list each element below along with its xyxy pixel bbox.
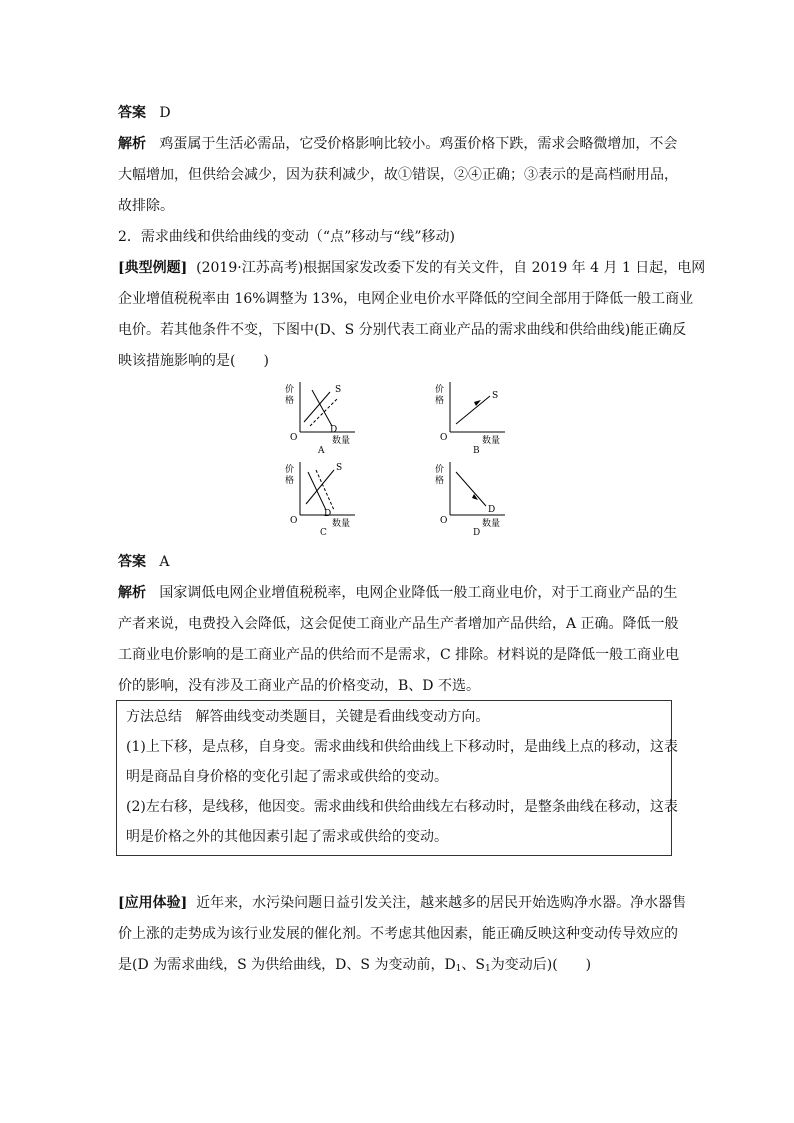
subscript-2: 1 <box>485 964 491 974</box>
price-label-1: 价 <box>435 465 445 475</box>
caption-a: A <box>318 446 325 456</box>
d-label: D <box>488 505 496 515</box>
origin-label: O <box>290 516 298 526</box>
origin-label: O <box>440 516 448 526</box>
application-text-c: 为变动后)( ) <box>490 957 592 973</box>
price-label-1: 价 <box>285 465 295 475</box>
arrow-down-icon <box>472 494 478 500</box>
analysis-1-line-2: 大幅增加，但供给会减少，因为获利减少，故①错误，②④正确；③表示的是高档耐用品， <box>118 167 678 183</box>
analysis-label: 解析 <box>118 136 146 152</box>
analysis-label: 解析 <box>118 585 146 601</box>
analysis-1-line-1 <box>118 134 677 154</box>
price-label-1: 价 <box>435 385 445 395</box>
price-label-2: 格 <box>285 396 295 406</box>
subscript-1: 1 <box>455 964 462 974</box>
qty-label: 数量 <box>482 436 501 446</box>
example-line-2: 企业增值税税率由 16%调整为 13%，电网企业电价水平降低的空间全部用于降低一般工商业 <box>118 291 694 307</box>
answer-value: A <box>159 554 170 570</box>
graph-b-svg <box>430 380 510 446</box>
application-text-b: 、S <box>461 957 485 973</box>
method-box-line-2: (1)上下移，是点移，自身变。需求曲线和供给曲线上下移动时，是曲线上点的移动，这表 <box>126 739 678 755</box>
analysis-2-line-3: 工商业电价影响的是工商业产品的供给而不是需求，C 排除。材料说的是降低一般工商业电 <box>118 647 680 663</box>
supply-curve <box>456 396 490 424</box>
supply-curve <box>306 470 334 504</box>
s-label: S <box>492 391 499 401</box>
caption-b: B <box>473 446 480 456</box>
graph-d <box>430 460 510 538</box>
arrow-up-icon <box>474 400 481 406</box>
answer-2 <box>118 552 169 572</box>
analysis-2-line-4: 价的影响，没有涉及工商业产品的价格变动，B、D 不选。 <box>118 678 480 694</box>
method-box-line-4: (2)左右移，是线移，他因变。需求曲线和供给曲线左右移动时，是整条曲线在移动，这表 <box>126 799 678 815</box>
origin-label: O <box>440 433 448 443</box>
example-text: (2019·江苏高考)根据国家发改委下发的有关文件，自 2019 年 4 月 1 日起，电网 <box>196 260 706 276</box>
graph-d-svg <box>430 460 510 529</box>
analysis-text: 国家调低电网企业增值税税率，电网企业降低一般工商业电价，对于工商业产品的生 <box>159 585 678 601</box>
origin-label: O <box>290 433 298 443</box>
application-tag: [应用体验] <box>118 895 188 911</box>
demand-curve <box>308 472 326 510</box>
application-line-1 <box>118 893 686 913</box>
graph-c-svg <box>280 460 360 529</box>
price-label-2: 格 <box>285 476 295 486</box>
price-label-2: 格 <box>435 396 445 406</box>
demand-curve <box>456 472 486 506</box>
analysis-text: 鸡蛋属于生活必需品，它受价格影响比较小。鸡蛋价格下跌，需求会略微增加，不会 <box>159 136 678 152</box>
section-2-title: 2．需求曲线和供给曲线的变动（“点”移动与“线”移动) <box>118 229 455 245</box>
method-box-line-5: 明是价格之外的其他因素引起了需求或供给的变动。 <box>126 829 448 845</box>
graph-a-svg <box>280 380 360 446</box>
price-label-1: 价 <box>285 385 295 395</box>
example-line-4: 映该措施影响的是( ) <box>118 353 269 369</box>
example-tag: [典型例题] <box>118 260 188 276</box>
method-box-line-3: 明是商品自身价格的变化引起了需求或供给的变动。 <box>126 769 448 785</box>
method-intro: 解答曲线变动类题目，关键是看曲线变动方向。 <box>195 709 490 725</box>
answer-value: D <box>159 105 171 121</box>
answer-label: 答案 <box>118 554 146 570</box>
d-label: D <box>330 425 338 435</box>
caption-c: C <box>320 528 327 538</box>
graph-a <box>280 380 360 456</box>
example-line-3: 电价。若其他条件不变，下图中(D、S 分别代表工商业产品的需求曲线和供给曲线)能正确反 <box>118 322 687 338</box>
answer-label: 答案 <box>118 105 146 121</box>
price-label-2: 格 <box>435 476 445 486</box>
qty-label: 数量 <box>332 519 351 529</box>
qty-label: 数量 <box>332 436 351 446</box>
supply-curve <box>304 392 330 422</box>
analysis-1-line-3: 故排除。 <box>118 198 174 214</box>
analysis-2-line-1 <box>118 583 677 603</box>
application-line-2: 价上涨的走势成为该行业发展的催化剂。不考虑其他因素，能正确反映这种变动传导效应的 <box>118 926 678 942</box>
caption-d: D <box>473 528 481 538</box>
application-text: 近年来，水污染问题日益引发关注，越来越多的居民开始选购净水器。净水器售 <box>196 895 687 911</box>
application-text-a: 是(D 为需求曲线，S 为供给曲线，D、S 为变动前，D <box>118 957 456 973</box>
s-label: S <box>336 463 343 473</box>
application-line-3 <box>118 955 591 975</box>
demand-curve-shifted <box>316 470 334 510</box>
example-line-1 <box>118 258 705 278</box>
d-label: D <box>324 509 332 519</box>
graph-b <box>430 380 510 456</box>
qty-label: 数量 <box>482 519 501 529</box>
graph-c <box>280 460 360 538</box>
analysis-2-line-2: 产者来说，电费投入会降低，这会促使工商业产品生产者增加产品供给，A 正确。降低一般 <box>118 616 679 632</box>
method-title: 方法总结 <box>126 709 182 725</box>
method-box-line-1 <box>126 707 489 727</box>
answer-1 <box>118 103 171 123</box>
s-label: S <box>335 385 342 395</box>
